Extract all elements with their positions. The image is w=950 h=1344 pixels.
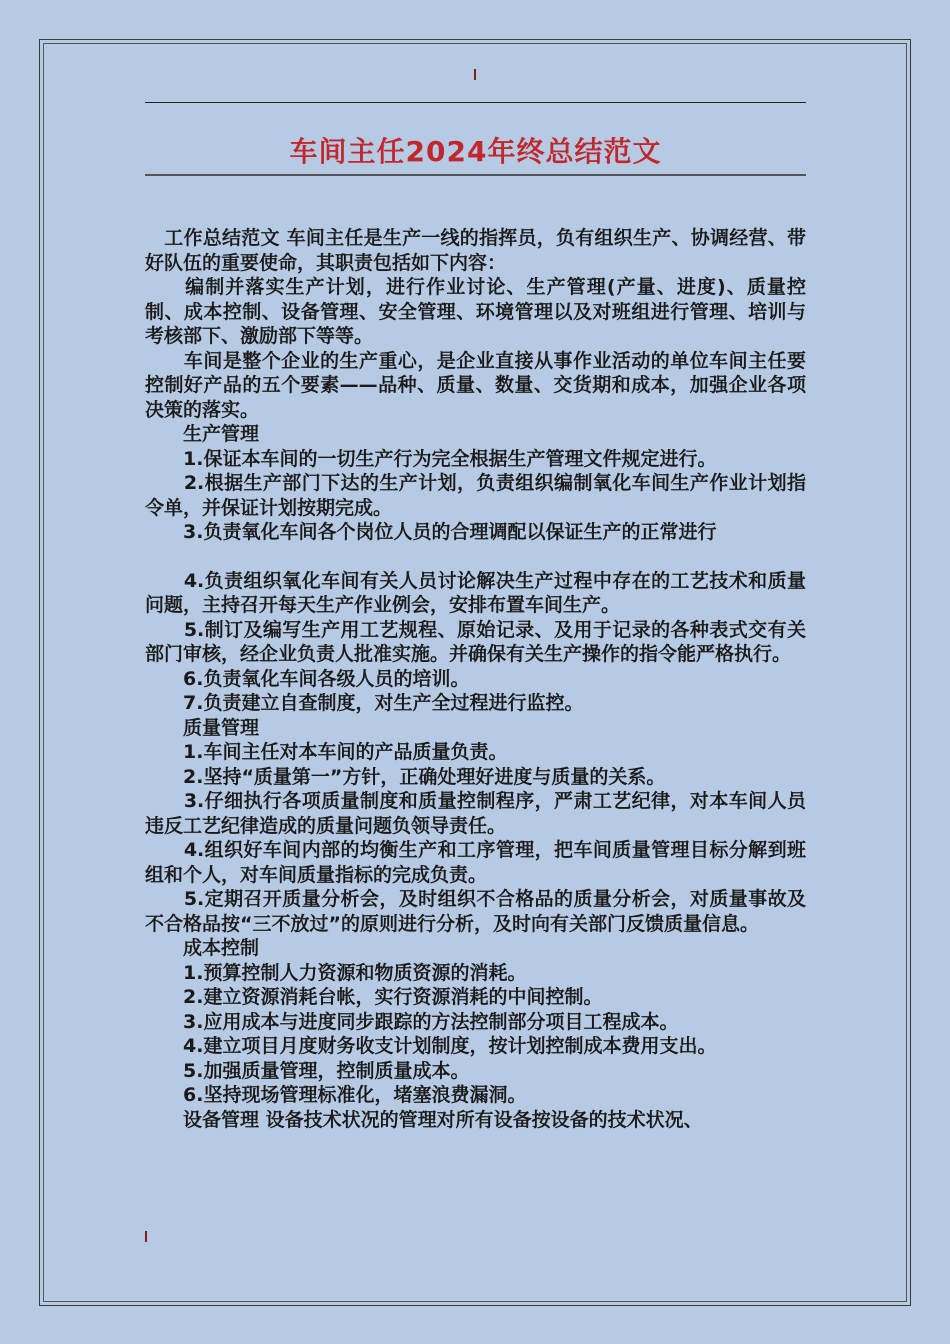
cost-item: 4.建立项目月度财务收支计划制度，按计划控制成本费用支出。 — [145, 1035, 717, 1057]
cost-item: 1.预算控制人力资源和物质资源的消耗。 — [145, 961, 527, 984]
document-title: 车间主任2024年终总结范文 — [289, 135, 662, 168]
intro-paragraph: 工作总结范文 车间主任是生产一线的指挥员，负有组织生产、协调经营、带好队伍的重要使命，其职责包括如下内容： — [145, 227, 806, 274]
quality-item: 2.坚持“质量第一”方针，正确处理好进度与质量的关系。 — [145, 765, 666, 788]
title-rule — [145, 174, 806, 176]
production-item: 5.制订及编写生产用工艺规程、原始记录、及用于记录的各种表式交有关部门审核，经企业负责人批准实施。并确保有关生产操作的指令能严格执行。 — [145, 618, 806, 665]
quality-item: 1.车间主任对本车间的产品质量负责。 — [145, 741, 508, 763]
cost-item: 6.坚持现场管理标准化，堵塞浪费漏洞。 — [145, 1084, 527, 1106]
quality-item: 5.定期召开质量分析会，及时组织不合格品的质量分析会，对质量事故及不合格品按“三不放过”的原则进行分析，及时向有关部门反馈质量信息。 — [145, 888, 806, 935]
production-item: 4.负责组织氧化车间有关人员讨论解决生产过程中存在的工艺技术和质量问题，主持召开每天生产作业例会，安排布置车间生产。 — [145, 569, 806, 616]
equipment-paragraph: 设备管理 设备技术状况的管理对所有设备按设备的技术状况、 — [145, 1108, 703, 1131]
cost-item: 5.加强质量管理，控制质量成本。 — [145, 1059, 470, 1082]
production-item: 1.保证本车间的一切生产行为完全根据生产管理文件规定进行。 — [145, 447, 717, 470]
cost-item: 2.建立资源消耗台帐，实行资源消耗的中间控制。 — [145, 986, 603, 1008]
production-item: 3.负责氧化车间各个岗位人员的合理调配以保证生产的正常进行 — [145, 521, 717, 543]
quality-item: 3.仔细执行各项质量制度和质量控制程序，严肃工艺纪律，对本车间人员违反工艺纪律造成的质量问题负领导责任。 — [145, 790, 806, 837]
blank-line — [145, 545, 806, 569]
section-heading-quality: 质量管理 — [145, 716, 260, 739]
duties-paragraph: 编制并落实生产计划，进行作业讨论、生产管理(产量、进度)、质量控制、成本控制、设备管理、安全管理、环境管理以及对班组进行管理、培训与考核部下、激励部下等等。 — [145, 276, 806, 347]
header-rule — [145, 102, 806, 103]
section-heading-production: 生产管理 — [145, 423, 260, 445]
footer-mark — [145, 1231, 147, 1242]
quality-item: 4.组织好车间内部的均衡生产和工序管理，把车间质量管理目标分解到班组和个人，对车间质量指标的完成负责。 — [145, 839, 806, 886]
section-heading-cost: 成本控制 — [145, 937, 260, 959]
header-mark — [474, 69, 476, 80]
production-item: 7.负责建立自查制度，对生产全过程进行监控。 — [145, 692, 584, 714]
production-item: 6.负责氧化车间各级人员的培训。 — [145, 667, 470, 690]
workshop-paragraph: 车间是整个企业的生产重心，是企业直接从事作业活动的单位车间主任要控制好产品的五个要素——品种、质量、数量、交货期和成本，加强企业各项决策的落实。 — [145, 349, 806, 421]
cost-item: 3.应用成本与进度同步跟踪的方法控制部分项目工程成本。 — [145, 1010, 679, 1033]
production-item: 2.根据生产部门下达的生产计划，负责组织编制氧化车间生产作业计划指令单，并保证计划按期完成。 — [145, 472, 806, 519]
document-body — [145, 226, 806, 1132]
